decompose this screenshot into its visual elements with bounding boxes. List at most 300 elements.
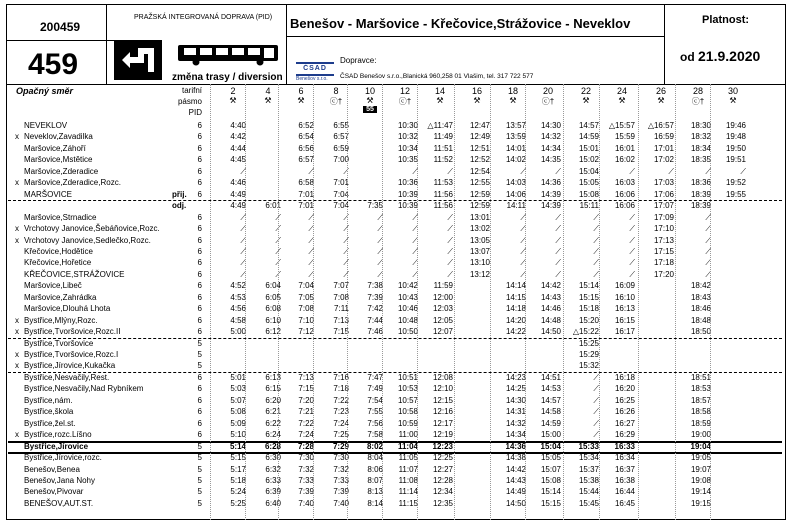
departure-time: 6:55 [333,121,349,130]
departure-time: 12:54 [469,166,490,176]
departure-time: 7:47 [367,372,383,382]
departure-time: ⟋ [520,246,526,256]
departure-time: 6:24 [265,430,281,440]
stop-name: Bystřice,žel.st. [24,418,76,428]
departure-time: 12:59 [469,189,490,199]
carrier-logo [296,62,334,82]
departure-time: ⟋ [343,166,349,176]
accessibility-x: x [15,327,19,337]
departure-time: 14:46 [540,304,561,314]
departure-time: 19:55 [725,189,746,199]
validity-prefix: od [680,50,695,64]
zone-number: 6 [197,166,202,176]
departure-time: ⟋ [275,246,281,256]
stop-name: Bystřice,Jírovice,Kukačka [24,361,116,371]
departure-time: 16:13 [614,304,635,314]
departure-time: 6:33 [265,475,281,485]
departure-time: 10:46 [397,304,418,314]
departure-time: 7:55 [367,407,383,417]
departure-time: ⟋ [629,235,635,245]
departure-time: ⟋ [308,246,314,256]
departure-time: 10:43 [397,292,418,302]
departure-time: ⟋ [377,269,383,279]
stop-name: NEVEKLOV [24,121,68,130]
departure-time: 18:30 [690,121,711,130]
trip-symbol: ⓒ† [329,97,343,106]
departure-time: 14:20 [505,315,526,325]
departure-time: 12:47 [469,121,490,130]
departure-time: 12:25 [432,453,453,463]
departure-time: 15:05 [540,453,561,463]
column-divider [313,84,314,520]
accessibility-x: x [15,361,19,371]
departure-time: 7:49 [367,384,383,394]
departure-time: ⟋ [740,166,746,176]
departure-time: 11:07 [398,464,418,474]
departure-time: 18:39 [690,189,711,199]
departure-time: ⟋ [343,235,349,245]
departure-time: 14:34 [505,430,526,440]
departure-time: ⟋ [705,246,711,256]
departure-time: ⟋ [240,258,246,268]
trip-symbol: ⚒ [229,96,237,105]
departure-time: 14:32 [540,132,561,142]
departure-time: 19:46 [725,121,746,130]
departure-time: 7:38 [367,281,383,291]
departure-time: 6:04 [265,281,281,291]
departure-time: 16:06 [614,189,635,199]
departure-time: 13:59 [505,132,526,142]
departure-time: 10:39 [397,201,418,211]
zone-number: 6 [197,132,202,142]
departure-time: 16:29 [614,430,635,440]
departure-time: 7:23 [333,407,349,417]
departure-time: 14:59 [578,132,599,142]
departure-time: 7:15 [333,327,349,337]
departure-time: 7:29 [332,441,349,451]
departure-time: 14:50 [505,498,526,508]
departure-time: 14:39 [540,189,561,199]
departure-time: 7:22 [333,395,349,405]
column-divider [347,84,348,520]
trip-header [355,86,385,113]
departure-time: ⟋ [520,269,526,279]
stop-name: Bystřice,Tvoršovice,Rozc.II [24,327,121,337]
departure-time: ⟋ [629,258,635,268]
departure-time: 7:13 [298,372,314,382]
departure-time: ⟋ [593,269,599,279]
departure-time: 14:57 [540,395,561,405]
departure-time: 18:53 [690,384,711,394]
route-title: Benešov - Maršovice - Křečovice,Strážovice - Neveklov [290,16,631,31]
departure-time: 14:06 [505,189,526,199]
departure-time: 14:03 [505,178,526,188]
direction-label: Opačný směr [16,86,74,96]
departure-time: ⟋ [412,269,418,279]
departure-time: 14:31 [505,407,526,417]
departure-time: 15:05 [578,178,599,188]
departure-time: 18:46 [690,304,711,314]
stop-name: Bystřice,Tvoršovice,Rozc.I [24,350,119,359]
departure-time: 15:14 [578,281,599,291]
departure-time: 7:11 [334,304,349,314]
departure-time: 19:15 [690,498,711,508]
stop-name: Maršovice,Zderadice,Rozc. [24,178,121,188]
departure-time: 19:04 [690,441,711,451]
zone-number: 5 [197,487,202,497]
accessibility-x: x [15,132,19,142]
departure-time: ⟋ [593,395,599,405]
zone-number: 6 [197,143,202,153]
departure-time: 15:25 [578,338,599,348]
departure-time: ⟋ [593,212,599,222]
trip-number: 10 [364,86,375,96]
departure-time: 7:46 [367,327,383,337]
zone-number: 6 [197,327,202,337]
column-divider [599,84,600,520]
departure-time: ⟋ [593,372,599,382]
departure-time: 4:53 [230,292,246,302]
stop-name: Maršovice,Strnadice [24,212,97,222]
departure-time: 5:08 [230,407,246,417]
route-number: 459 [28,48,79,81]
departure-time: 7:21 [298,407,314,417]
stop-name: Maršovice,Záhoří [24,143,86,153]
departure-time: 19:00 [690,430,711,440]
departure-time: ⟋ [447,246,453,256]
departure-time: 16:03 [614,178,635,188]
departure-time: 7:54 [367,395,383,405]
departure-time: 6:56 [298,143,314,153]
departure-time: 8:14 [367,498,383,508]
departure-time: 10:32 [397,132,418,142]
departure-time: ⟋ [377,246,383,256]
departure-time: 14:30 [505,395,526,405]
divider [286,4,287,84]
departure-time: 17:15 [653,246,674,256]
departure-time: 10:50 [397,327,418,337]
departure-time: 16:59 [653,132,674,142]
departure-time: ⟋ [629,166,635,176]
departure-time: 16:38 [614,475,635,485]
stop-name: Maršovice,Zahrádka [24,292,97,302]
zone-number: 6 [197,304,202,314]
departure-time: 10:59 [397,418,418,428]
departure-time: 10:58 [397,407,418,417]
departure-time: 12:15 [432,395,453,405]
departure-time: 12:27 [432,464,453,474]
departure-time: 7:15 [298,384,314,394]
trip-symbol: ⚒ [436,96,444,105]
stop-name: Křečovice,Hořetice [24,258,92,268]
stop-name: Benešov,Jana Nohy [24,475,96,485]
zone-number: 5 [197,475,202,485]
departure-time: 5:00 [230,327,246,337]
departure-time: 11:59 [433,281,453,291]
departure-time: ⟋ [555,246,561,256]
departure-time: 19:48 [725,132,746,142]
departure-time: 13:10 [469,258,490,268]
departure-time: 17:13 [653,235,674,245]
departure-time: ⟋ [275,235,281,245]
departure-time: 11:56 [433,201,453,211]
trip-badge: 55 [363,106,377,113]
validity-date [680,48,760,64]
trip-symbol: ⚒ [366,96,374,105]
column-divider [210,84,211,520]
logo-subtext: Benešov s.r.o. [296,76,328,82]
departure-time: 10:51 [397,372,418,382]
zone-number: 5 [197,498,202,508]
trip-number: 4 [265,86,271,96]
departure-time: 16:45 [614,498,635,508]
stop-name: Maršovice,Mstětice [24,155,93,165]
zone-number: 5 [197,453,202,463]
departure-time: 7:32 [333,464,349,474]
departure-time: 15:34 [578,453,599,463]
departure-time: 13:05 [469,235,490,245]
stop-name: MARŠOVICE [24,189,73,199]
divider [6,84,786,85]
departure-time: ⟋ [412,166,418,176]
departure-time: ⟋ [343,212,349,222]
departure-time: ⟋ [555,224,561,234]
departure-time: 18:51 [690,372,711,382]
departure-time: ⟋ [275,258,281,268]
departure-time: 12:07 [432,327,453,337]
departure-time: 11:52 [433,155,453,165]
departure-time: 13:02 [469,224,490,234]
zone-number: 5 [197,441,202,451]
departure-time: 11:04 [397,441,418,451]
departure-time: 15:20 [578,315,599,325]
departure-time: 12:52 [469,155,490,165]
departure-time: 10:53 [397,384,418,394]
departure-time: 15:00 [540,430,561,440]
departure-time: 6:57 [298,155,314,165]
departure-time: 4:52 [230,281,246,291]
accessibility-x: x [15,178,19,188]
departure-time: ⟋ [555,212,561,222]
stop-name: Maršovice,Zderadice [24,166,99,176]
departure-time: 4:56 [230,304,246,314]
departure-time: 17:09 [653,212,674,222]
departure-time: 7:12 [298,327,314,337]
departure-time: 11:53 [433,178,453,188]
zone-number: 6 [197,212,202,222]
divider [6,40,129,41]
departure-time: 15:07 [540,464,561,474]
divider [286,36,664,37]
diversion-icon [114,40,162,80]
accessibility-x: x [15,350,19,359]
departure-time: 19:08 [690,475,711,485]
trip-number: 24 [616,86,627,96]
zone-number: 6 [197,121,202,130]
stop-name: Křečovice,Hodětice [24,246,93,256]
zone-header-3: PID [188,108,202,117]
departure-time: 5:10 [230,430,246,440]
departure-time: 14:59 [540,418,561,428]
departure-time: ⟋ [377,235,383,245]
trip-number: 16 [471,86,482,96]
trip-number: 26 [655,86,666,96]
departure-time: 14:57 [578,121,599,130]
zone-number: 6 [197,281,202,291]
departure-time: 7:05 [298,292,314,302]
departure-time: 5:25 [230,498,246,508]
departure-time: 14:58 [540,407,561,417]
trip-header [683,86,713,107]
departure-time: 15:14 [540,487,561,497]
departure-time: 7:33 [298,475,314,485]
stop-name: Maršovice,Libeč [24,281,82,291]
departure-time: 14:35 [540,155,561,165]
departure-time: 16:01 [614,143,635,153]
departure-time: 7:00 [333,155,349,165]
zone-number: 6 [197,269,202,279]
departure-time: 7:01 [333,178,349,188]
departure-time: 14:48 [540,315,561,325]
departure-time: 7:42 [367,304,383,314]
departure-time: ⟋ [308,224,314,234]
zone-number: 5 [197,338,202,348]
departure-time: 6:57 [333,132,349,142]
departure-time: 16:02 [614,155,635,165]
departure-time: 14:25 [505,384,526,394]
departure-time: 12:55 [469,178,490,188]
departure-time: 7:08 [298,304,314,314]
departure-time: 8:13 [367,487,383,497]
trip-header [718,86,748,105]
departure-time: 6:15 [265,384,281,394]
departure-time: ⟋ [308,166,314,176]
zone-number: 5 [197,361,202,371]
departure-time: 7:56 [367,418,383,428]
trip-number: 2 [230,86,236,96]
stop-name: Bystřice,Tvoršovice [24,338,94,348]
departure-time: 16:09 [614,281,635,291]
trip-symbol: ⚒ [264,96,272,105]
departure-time: ⟋ [629,212,635,222]
departure-time: 8:07 [367,475,383,485]
departure-time: ⟋ [705,235,711,245]
operator-label: PRAŽSKÁ INTEGROVANÁ DOPRAVA (PID) [134,14,273,21]
departure-time: 16:26 [614,407,635,417]
departure-time: ⟋ [555,269,561,279]
stop-name: Bystřice,Mlýny,Rozc. [24,315,98,325]
departure-time: 6:30 [265,453,281,463]
departure-time: 6:01 [265,201,281,211]
stop-name: Bystřice,Nesvačily,Nad Rybníkem [24,384,144,394]
departure-label: odj. [172,201,187,211]
departure-time: 16:33 [614,441,635,451]
trip-symbol: ⚒ [618,96,626,105]
departure-time: 7:22 [298,418,314,428]
departure-time: 12:16 [432,407,453,417]
diversion-label: změna trasy / diversion [172,72,283,83]
departure-time: 17:18 [653,258,674,268]
departure-time: 4:49 [230,189,246,199]
departure-time: 5:01 [230,372,246,382]
departure-time: 12:17 [432,418,453,428]
departure-time: ⟋ [705,224,711,234]
departure-time: 8:04 [367,453,383,463]
departure-time: 12:00 [432,292,453,302]
departure-time: 7:33 [333,475,349,485]
stop-name: Bystřice,rozc.Líšno [24,430,92,440]
departure-time: ⟋ [593,430,599,440]
departure-time: 11:51 [433,143,453,153]
column-divider [675,84,676,520]
trip-number: 12 [399,86,410,96]
departure-time: ⟋ [343,269,349,279]
departure-time: ⟋ [705,166,711,176]
departure-time: 15:44 [578,487,599,497]
trip-number: 8 [333,86,339,96]
departure-time: 10:39 [397,189,418,199]
departure-time: 18:57 [690,395,711,405]
departure-time: ⟋ [629,246,635,256]
departure-time: 14:11 [506,201,526,211]
departure-time: ⟋ [377,212,383,222]
departure-time: △16:57 [647,121,674,130]
departure-time: ⟋ [343,258,349,268]
trip-symbol: ⓒ† [398,97,412,106]
zone-number: 6 [197,178,202,188]
departure-time: ⟋ [447,258,453,268]
departure-time: 7:08 [333,292,349,302]
zone-number: 6 [197,384,202,394]
departure-time: 18:50 [690,327,711,337]
trip-header [571,86,601,105]
departure-time: 16:44 [614,487,635,497]
departure-time: ⟋ [447,212,453,222]
departure-time: 7:18 [333,384,349,394]
departure-time: 7:24 [298,430,314,440]
departure-time: 16:15 [614,315,635,325]
departure-time: 6:28 [264,441,281,451]
departure-time: 4:45 [230,155,246,165]
carrier-label: Dopravce: [340,56,377,65]
column-divider [245,84,246,520]
trip-header [218,86,248,105]
departure-time: 7:40 [298,498,314,508]
departure-time: 15:08 [540,475,561,485]
departure-time: ⟋ [447,269,453,279]
row-separator [8,441,782,443]
departure-time: ⟋ [275,224,281,234]
departure-time: 12:59 [469,201,490,211]
departure-time: ⟋ [412,235,418,245]
departure-time: 18:43 [690,292,711,302]
departure-time: 15:18 [578,304,599,314]
departure-time: 11:15 [398,498,418,508]
departure-time: 16:20 [614,384,635,394]
departure-time: ⟋ [240,224,246,234]
departure-time: 16:17 [614,327,635,337]
departure-time: 14:34 [540,143,561,153]
trip-number: 22 [580,86,591,96]
departure-time: ⟋ [705,269,711,279]
departure-time: 6:21 [265,407,281,417]
departure-time: 12:05 [432,315,453,325]
stop-name: Bystřice,Jírovice [24,441,89,451]
departure-time: 6:22 [265,418,281,428]
departure-time: 5:17 [230,464,246,474]
departure-time: 11:14 [398,487,418,497]
bus-icon [176,44,280,66]
